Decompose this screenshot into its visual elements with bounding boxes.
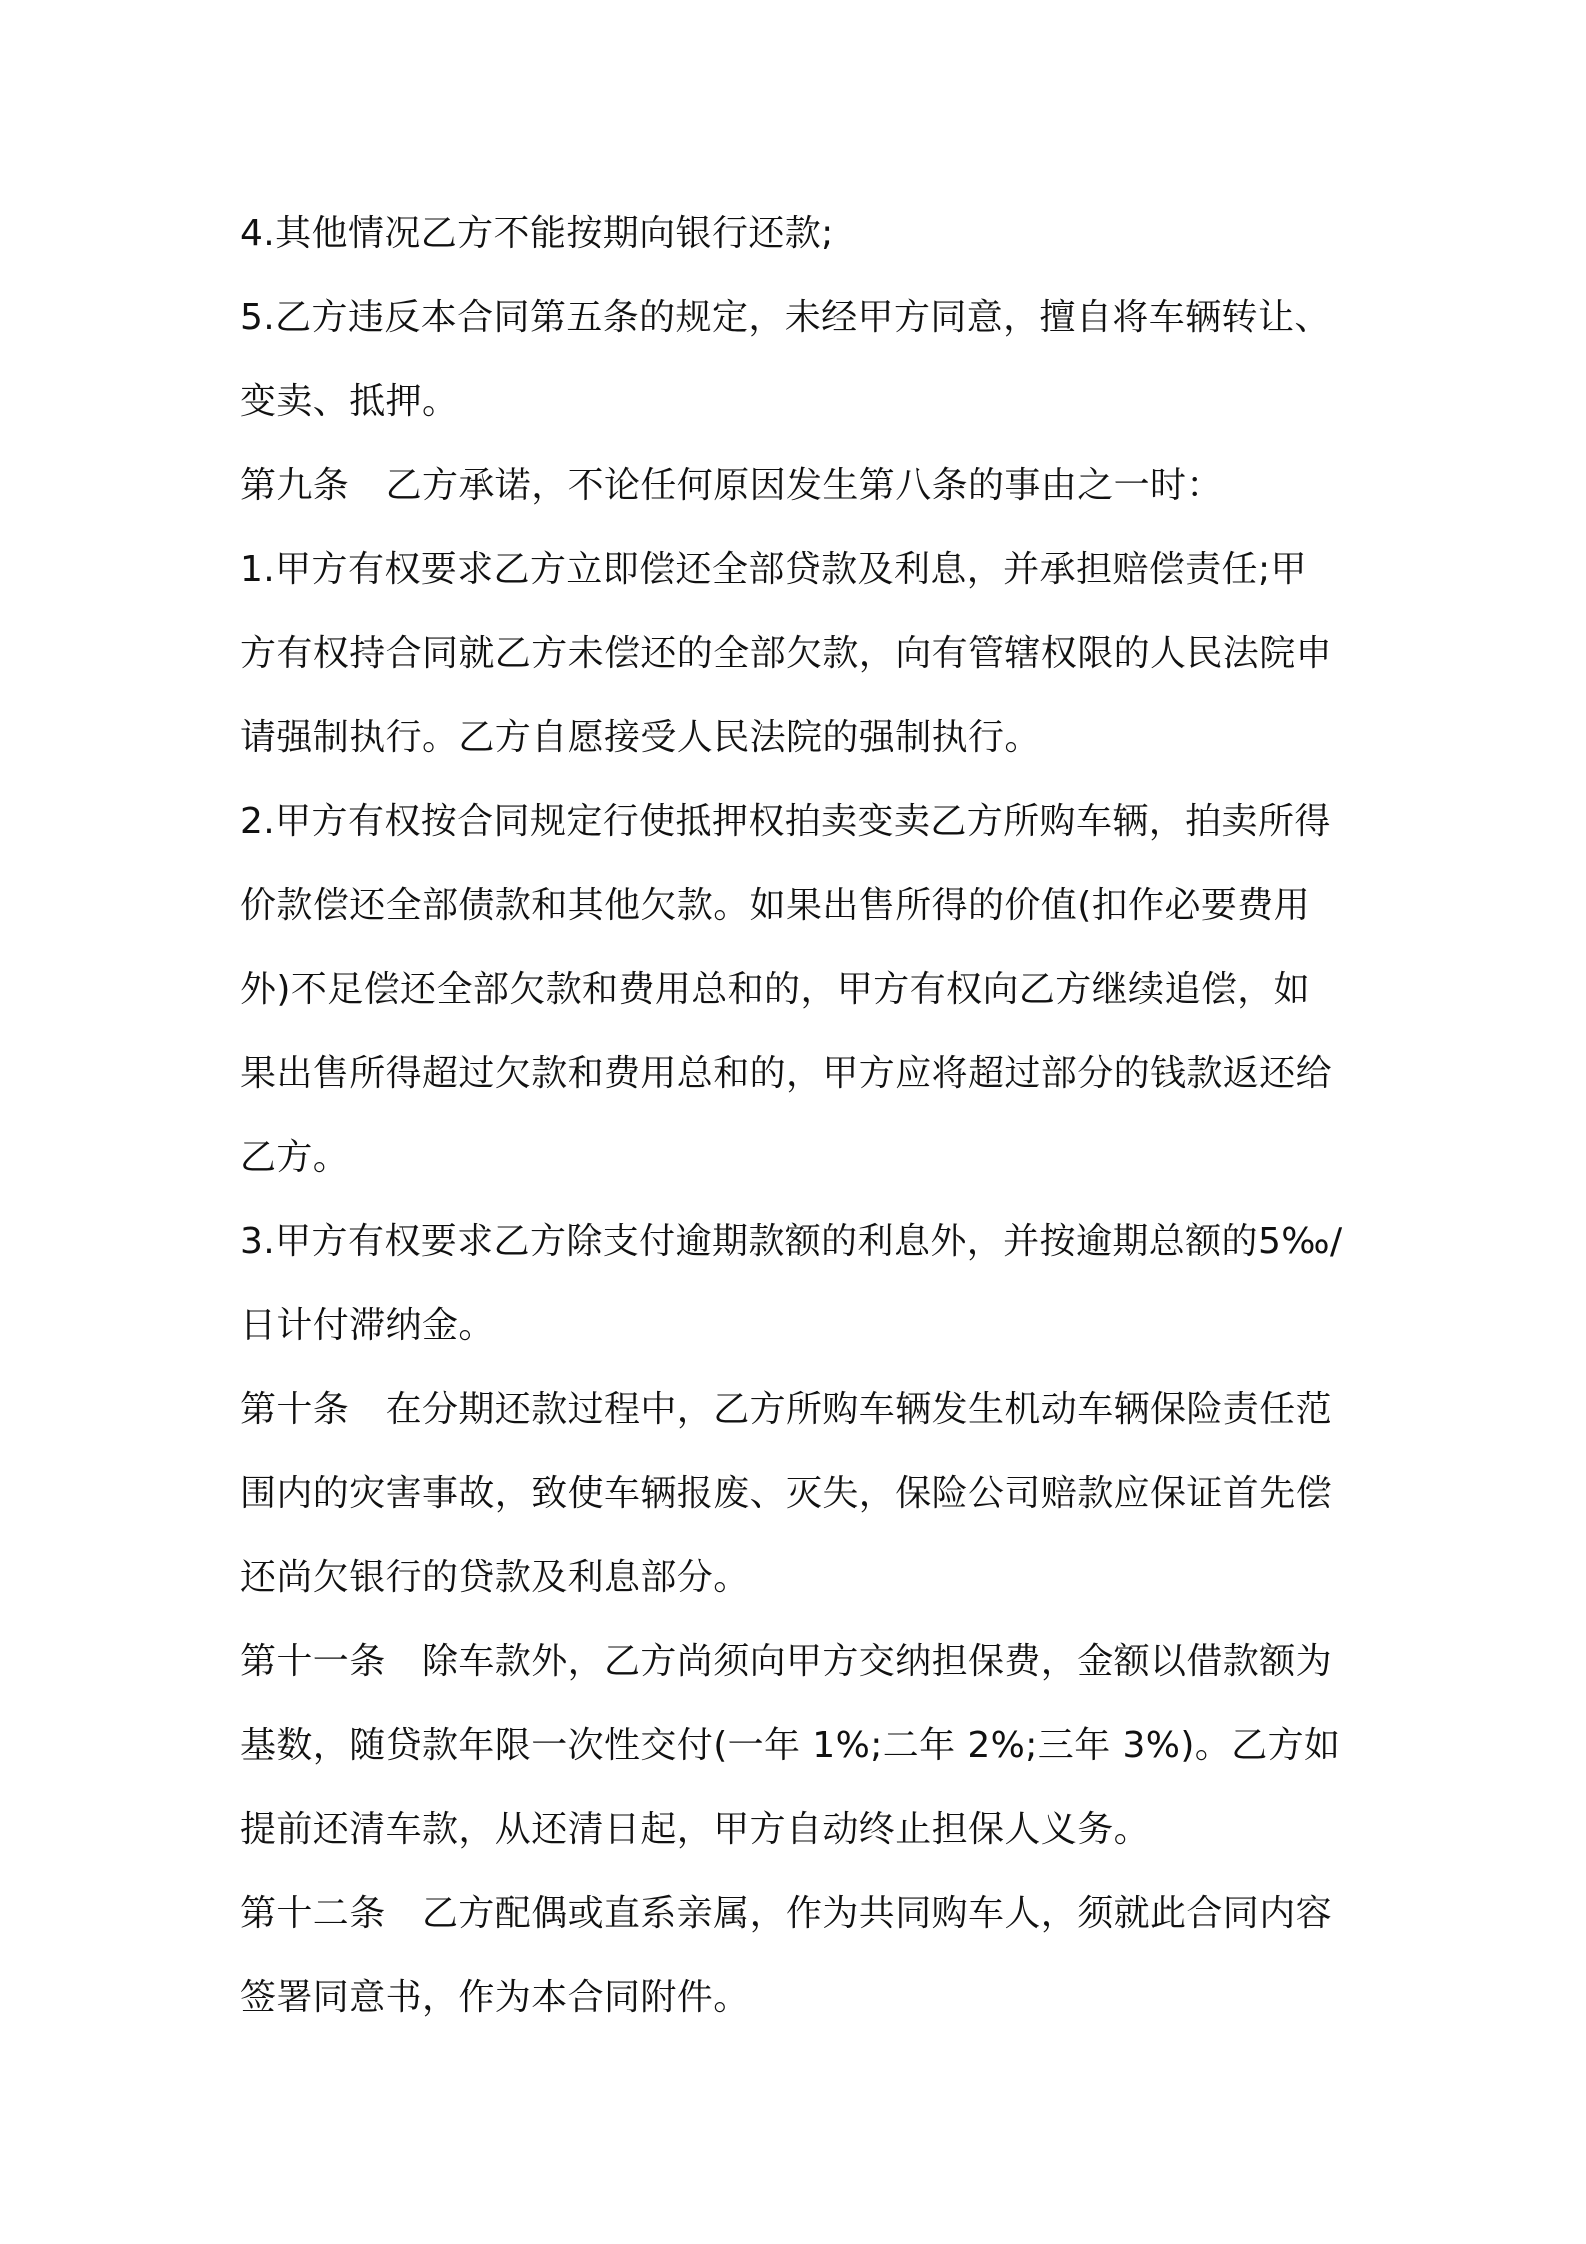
article-9-heading-line: 第九条 乙方承诺，不论任何原因发生第八条的事由之一时：	[240, 465, 1223, 506]
text-line-22: 签署同意书，作为本合同附件。	[240, 1977, 750, 2018]
text-line-7: 请强制执行。乙方自愿接受人民法院的强制执行。	[240, 717, 1041, 758]
text-line-1: 4.其他情况乙方不能按期向银行还款;	[240, 213, 834, 254]
text-line-20: 提前还清车款，从还清日起，甲方自动终止担保人义务。	[240, 1809, 1151, 1850]
text-line-17: 还尚欠银行的贷款及利息部分。	[240, 1557, 750, 1598]
text-line-2: 5.乙方违反本合同第五条的规定，未经甲方同意，擅自将车辆转让、	[240, 297, 1331, 338]
text-line-14: 日计付滞纳金。	[240, 1305, 495, 1346]
article-12-heading-line: 第十二条 乙方配偶或直系亲属，作为共同购车人，须就此合同内容	[240, 1893, 1333, 1934]
document-body	[240, 192, 1360, 2040]
text-line-16: 围内的灾害事故，致使车辆报废、灭失，保险公司赔款应保证首先偿	[240, 1473, 1333, 1514]
text-line-19: 基数，随贷款年限一次性交付(一年 1%;二年 2%;三年 3%)。乙方如	[240, 1725, 1341, 1766]
article-11-heading-line: 第十一条 除车款外，乙方尚须向甲方交纳担保费，金额以借款额为	[240, 1641, 1333, 1682]
article-10-heading-line: 第十条 在分期还款过程中，乙方所购车辆发生机动车辆保险责任范	[240, 1389, 1333, 1430]
text-line-12: 乙方。	[240, 1137, 350, 1178]
text-line-8: 2.甲方有权按合同规定行使抵押权拍卖变卖乙方所购车辆，拍卖所得	[240, 801, 1331, 842]
text-line-11: 果出售所得超过欠款和费用总和的，甲方应将超过部分的钱款返还给	[240, 1053, 1333, 1094]
text-line-13: 3.甲方有权要求乙方除支付逾期款额的利息外，并按逾期总额的5‰/	[240, 1221, 1343, 1262]
text-line-10: 外)不足偿还全部欠款和费用总和的，甲方有权向乙方继续追偿，如	[240, 969, 1311, 1010]
text-line-6: 方有权持合同就乙方未偿还的全部欠款，向有管辖权限的人民法院申	[240, 633, 1333, 674]
text-line-9: 价款偿还全部债款和其他欠款。如果出售所得的价值(扣作必要费用	[240, 885, 1311, 926]
text-line-5: 1.甲方有权要求乙方立即偿还全部贷款及利息，并承担赔偿责任;甲	[240, 549, 1307, 590]
text-line-3: 变卖、抵押。	[240, 381, 459, 422]
